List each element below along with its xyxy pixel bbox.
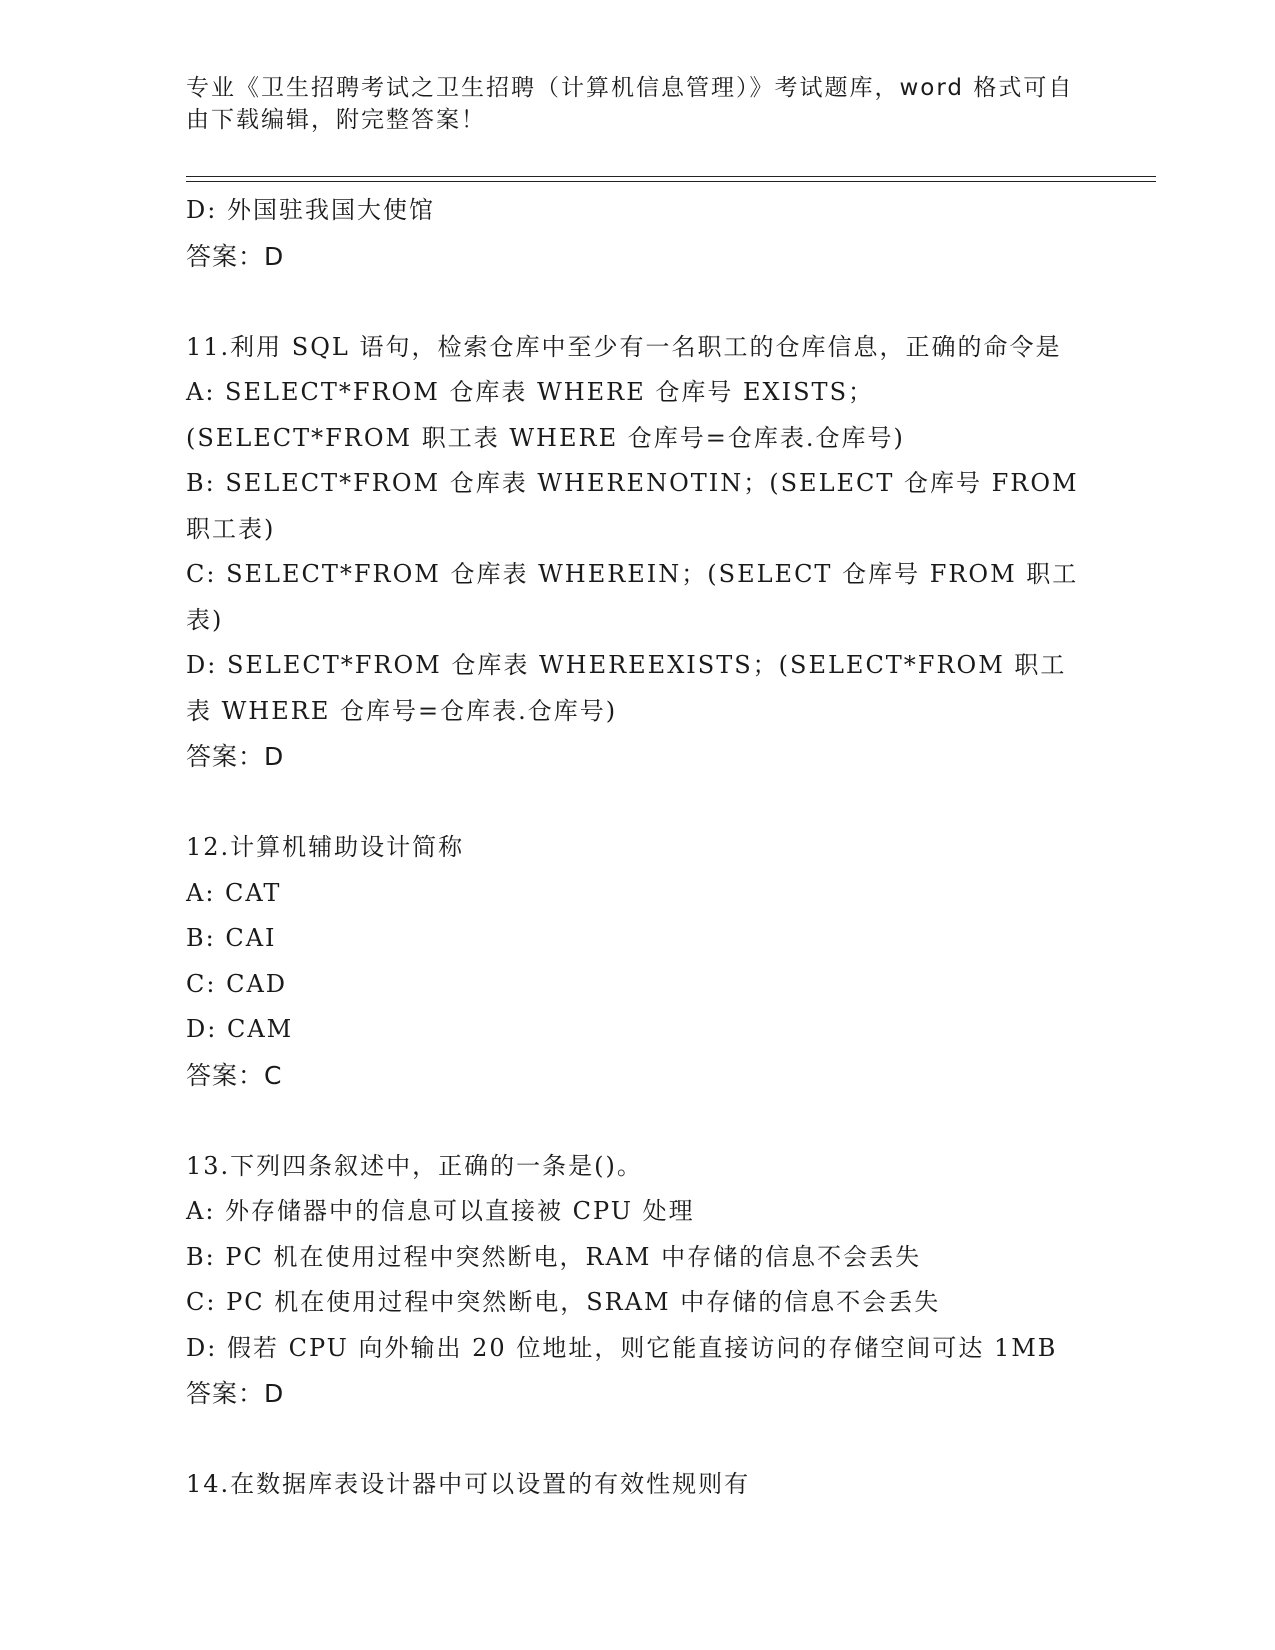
option-b: B: PC 机在使用过程中突然断电，RAM 中存储的信息不会丢失 [186,1242,922,1271]
question-11 [186,325,1086,780]
question-14 [186,1462,1086,1508]
option-c: C: SELECT*FROM 仓库表 WHEREIN；(SELECT 仓库号 FROM 职工表) [186,560,1079,634]
option-d: D: 外国驻我国大使馆 [186,196,435,224]
question-12 [186,825,1086,1098]
answer-line: 答案：C [186,1060,283,1090]
header-divider-top [186,176,1156,177]
answer-line: 答案：D [186,241,285,271]
question-13 [186,1144,1086,1417]
option-d: D: CAM [186,1015,294,1043]
option-b: B: SELECT*FROM 仓库表 WHERENOTIN；(SELECT 仓库号 FROM 职工表) [186,469,1079,543]
option-c: C: CAD [186,969,288,998]
option-a: A: CAT [186,878,282,907]
question-10-tail [186,188,1086,279]
option-a: A: SELECT*FROM 仓库表 WHERE 仓库号 EXISTS；(SELECT*FROM 职工表 WHERE 仓库号=仓库表.仓库号) [186,378,905,452]
header-text: 专业《卫生招聘考试之卫生招聘（计算机信息管理）》考试题库，word 格式可自由下载编辑，附完整答案！ [186,75,1074,133]
header-divider-bottom [186,181,1156,182]
option-d: D: SELECT*FROM 仓库表 WHEREEXISTS；(SELECT*FROM 职工表 WHERE 仓库号=仓库表.仓库号) [186,651,1067,725]
spacer [186,279,1086,325]
option-b: B: CAI [186,924,277,952]
spacer [186,1098,1086,1144]
document-header [186,72,1076,136]
question-stem: 12.计算机辅助设计简称 [186,833,465,861]
option-c: C: PC 机在使用过程中突然断电，SRAM 中存储的信息不会丢失 [186,1288,941,1316]
option-d: D: 假若 CPU 向外输出 20 位地址，则它能直接访问的存储空间可达 1MB [186,1333,1058,1362]
answer-line: 答案：D [186,742,285,771]
question-stem: 13.下列四条叙述中，正确的一条是()。 [186,1151,643,1180]
option-a: A: 外存储器中的信息可以直接被 CPU 处理 [186,1197,695,1225]
question-stem: 11.利用 SQL 语句，检索仓库中至少有一名职工的仓库信息，正确的命令是 [186,332,1062,361]
question-list [186,188,1086,1508]
question-stem: 14.在数据库表设计器中可以设置的有效性规则有 [186,1470,751,1498]
spacer [186,1417,1086,1463]
answer-line: 答案：D [186,1379,285,1408]
spacer [186,780,1086,826]
